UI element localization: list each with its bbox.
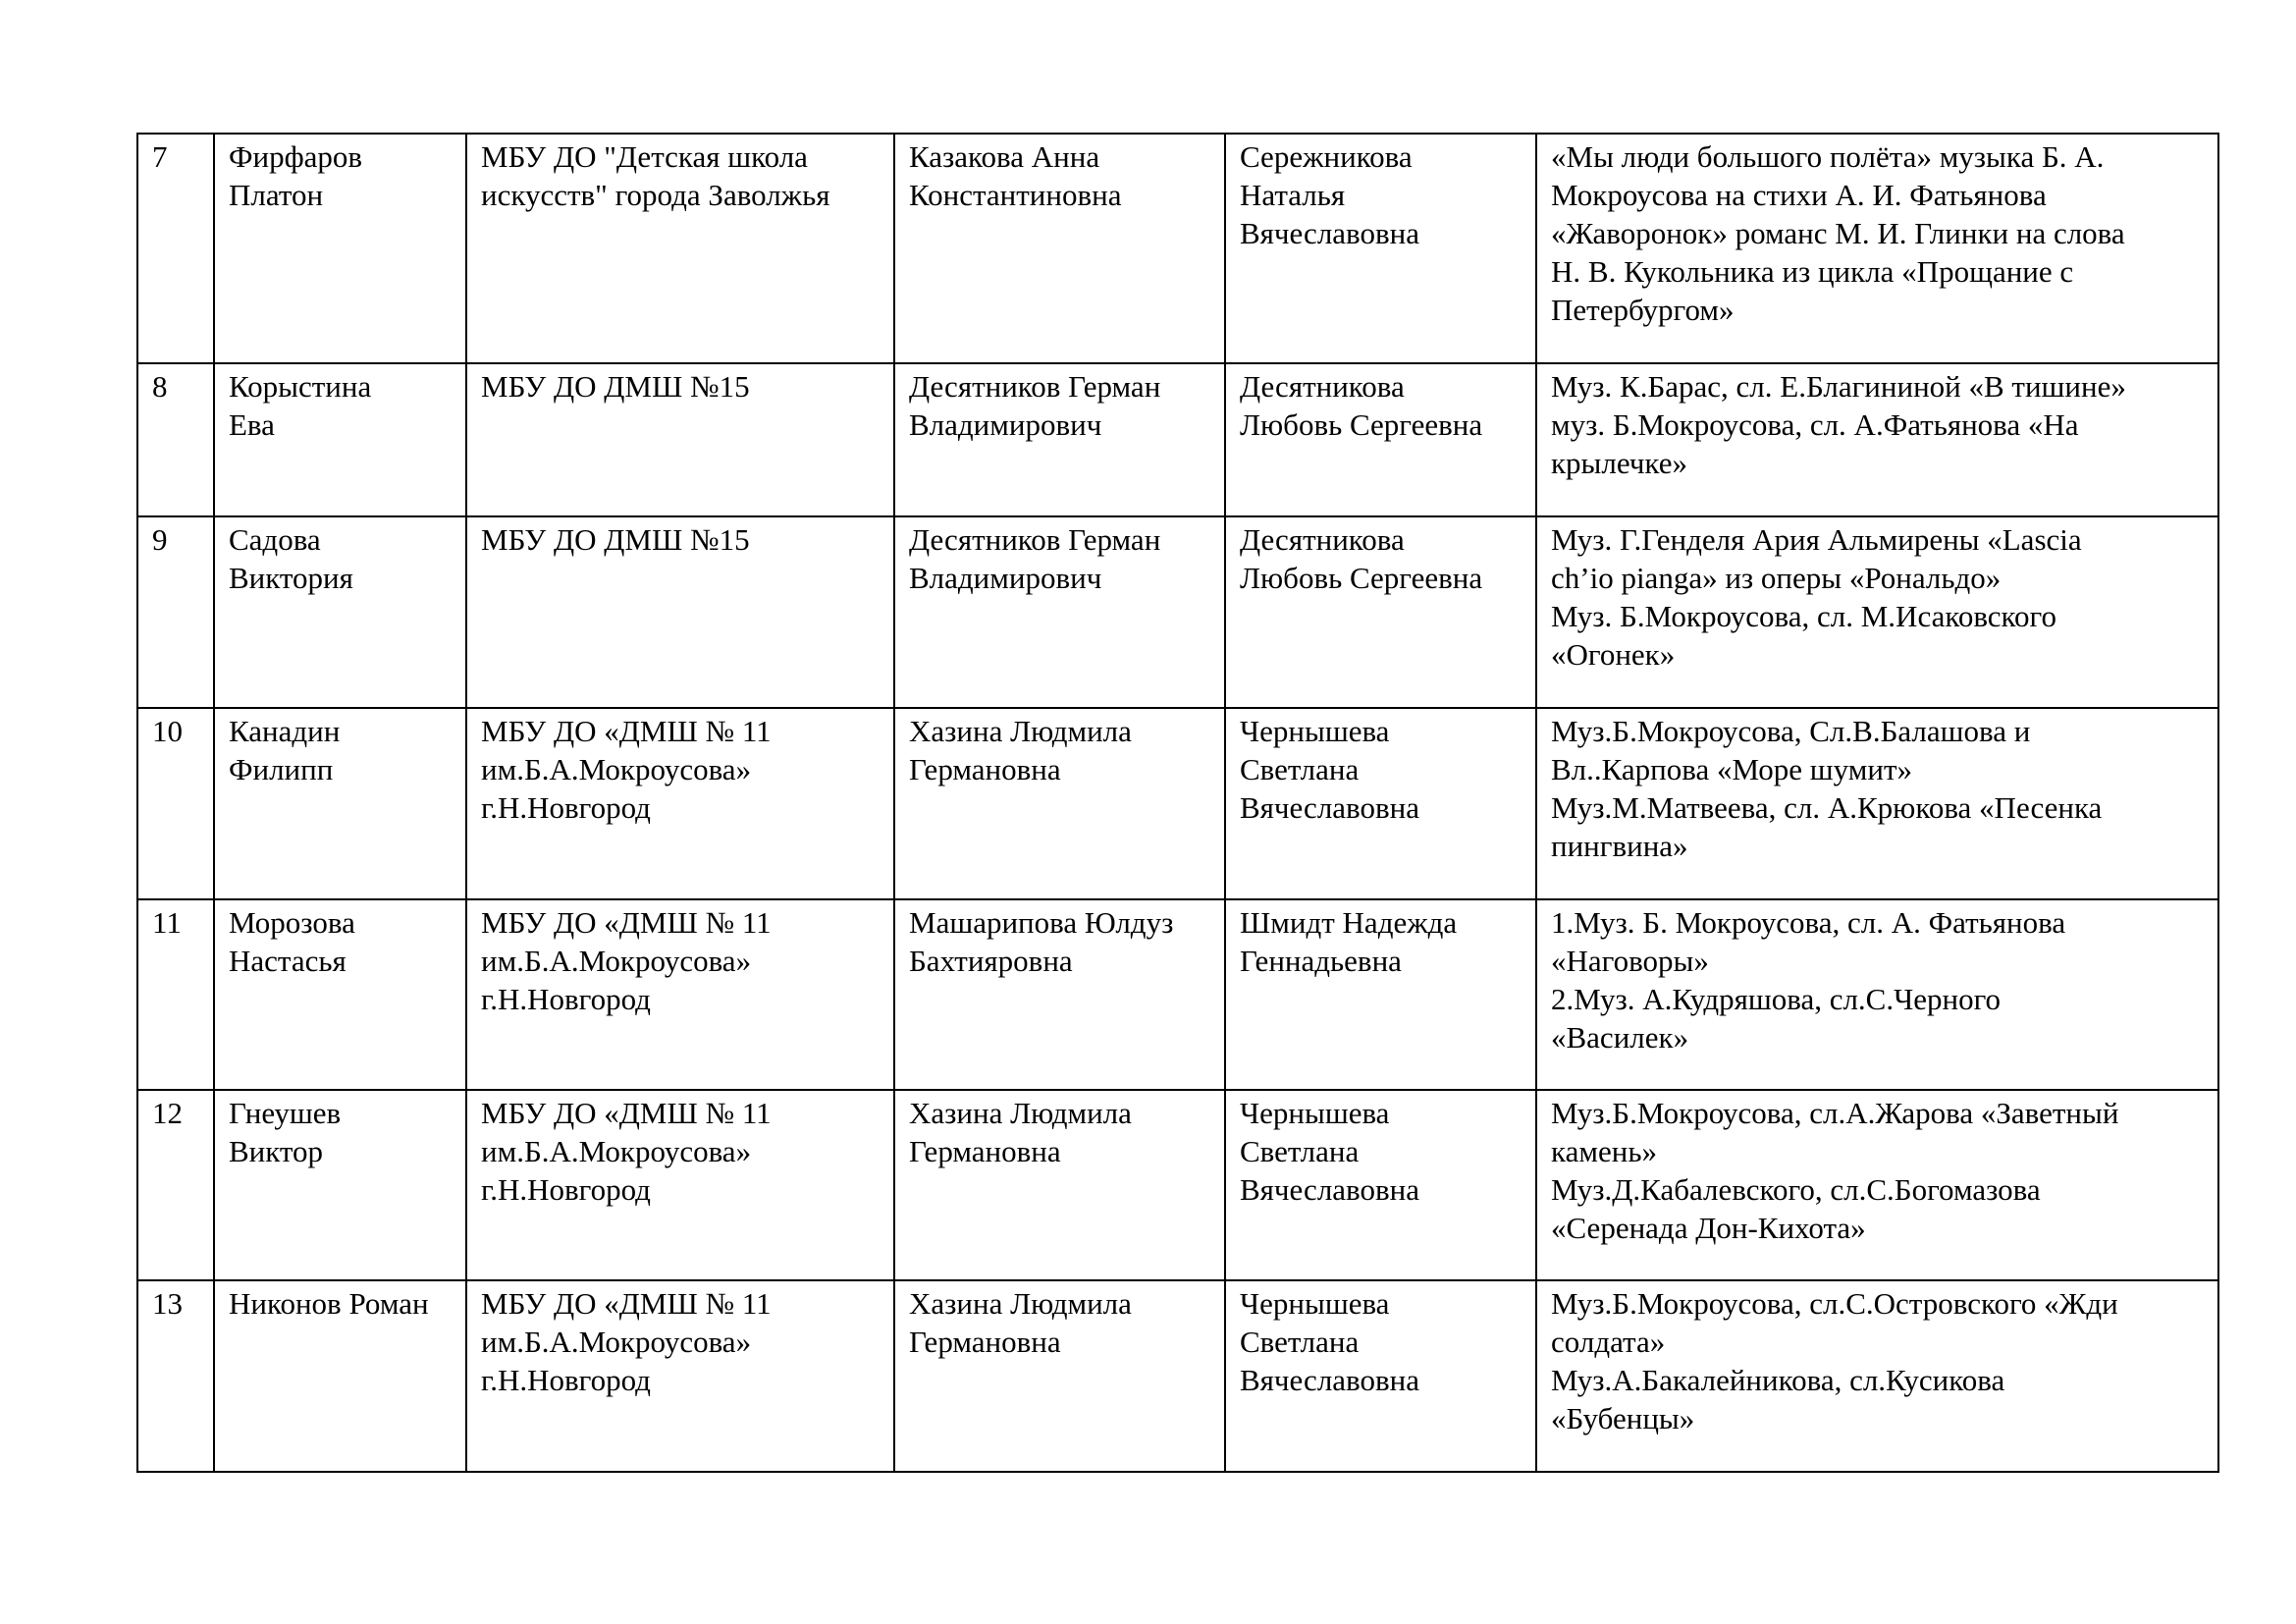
repertoire-cell: 1.Муз. Б. Мокроусова, сл. А. Фатьянова «Наговоры» 2.Муз. А.Кудряшова, сл.С.Черного «Василек»: [1536, 899, 2218, 1090]
teacher-cell: Десятников Герман Владимирович: [894, 516, 1225, 708]
participants-table: [136, 133, 2219, 1473]
row-number-cell: 11: [137, 899, 214, 1090]
school-cell: МБУ ДО «ДМШ № 11 им.Б.А.Мокроусова» г.Н.Новгород: [466, 1280, 894, 1472]
repertoire-cell: «Мы люди большого полёта» музыка Б. А. Мокроусова на стихи А. И. Фатьянова «Жаворонок» романс М. И. Глинки на слова Н. В. Кукольника из цикла «Прощание с Петербургом»: [1536, 134, 2218, 363]
row-number-cell: 8: [137, 363, 214, 516]
table-row: [137, 363, 2218, 516]
accompanist-cell: Десятникова Любовь Сергеевна: [1225, 363, 1536, 516]
repertoire-cell: Муз. Г.Генделя Ария Альмирены «Lascia ch’io pianga» из оперы «Рональдо» Муз. Б.Мокроусова, сл. М.Исаковского «Огонек»: [1536, 516, 2218, 708]
row-number-cell: 9: [137, 516, 214, 708]
school-cell: МБУ ДО ДМШ №15: [466, 516, 894, 708]
participant-name-cell: Фирфаров Платон: [214, 134, 466, 363]
table-row: [137, 516, 2218, 708]
teacher-cell: Казакова Анна Константиновна: [894, 134, 1225, 363]
accompanist-cell: Десятникова Любовь Сергеевна: [1225, 516, 1536, 708]
repertoire-cell: Муз. К.Барас, сл. Е.Благининой «В тишине» муз. Б.Мокроусова, сл. А.Фатьянова «На крылечке»: [1536, 363, 2218, 516]
accompanist-cell: Шмидт Надежда Геннадьевна: [1225, 899, 1536, 1090]
row-number-cell: 10: [137, 708, 214, 899]
table-row: [137, 708, 2218, 899]
teacher-cell: Хазина Людмила Германовна: [894, 1090, 1225, 1280]
teacher-cell: Машарипова Юлдуз Бахтияровна: [894, 899, 1225, 1090]
school-cell: МБУ ДО "Детская школа искусств" города Заволжья: [466, 134, 894, 363]
repertoire-cell: Муз.Б.Мокроусова, Сл.В.Балашова и Вл..Карпова «Море шумит» Муз.М.Матвеева, сл. А.Крюкова «Песенка пингвина»: [1536, 708, 2218, 899]
repertoire-cell: Муз.Б.Мокроусова, сл.С.Островского «Жди солдата» Муз.А.Бакалейникова, сл.Кусикова «Бубенцы»: [1536, 1280, 2218, 1472]
table-row: [137, 899, 2218, 1090]
teacher-cell: Десятников Герман Владимирович: [894, 363, 1225, 516]
participant-name-cell: Морозова Настасья: [214, 899, 466, 1090]
school-cell: МБУ ДО «ДМШ № 11 им.Б.А.Мокроусова» г.Н.Новгород: [466, 708, 894, 899]
participant-name-cell: Канадин Филипп: [214, 708, 466, 899]
table-row: [137, 1090, 2218, 1280]
teacher-cell: Хазина Людмила Германовна: [894, 708, 1225, 899]
accompanist-cell: Чернышева Светлана Вячеславовна: [1225, 708, 1536, 899]
participant-name-cell: Корыстина Ева: [214, 363, 466, 516]
row-number-cell: 7: [137, 134, 214, 363]
accompanist-cell: Чернышева Светлана Вячеславовна: [1225, 1280, 1536, 1472]
teacher-cell: Хазина Людмила Германовна: [894, 1280, 1225, 1472]
accompanist-cell: Сережникова Наталья Вячеславовна: [1225, 134, 1536, 363]
participant-name-cell: Гнеушев Виктор: [214, 1090, 466, 1280]
row-number-cell: 12: [137, 1090, 214, 1280]
school-cell: МБУ ДО «ДМШ № 11 им.Б.А.Мокроусова» г.Н.Новгород: [466, 899, 894, 1090]
row-number-cell: 13: [137, 1280, 214, 1472]
repertoire-cell: Муз.Б.Мокроусова, сл.А.Жарова «Заветный камень» Муз.Д.Кабалевского, сл.С.Богомазова «Серенада Дон-Кихота»: [1536, 1090, 2218, 1280]
table-row: [137, 1280, 2218, 1472]
participant-name-cell: Садова Виктория: [214, 516, 466, 708]
school-cell: МБУ ДО ДМШ №15: [466, 363, 894, 516]
table-row: [137, 134, 2218, 363]
accompanist-cell: Чернышева Светлана Вячеславовна: [1225, 1090, 1536, 1280]
participant-name-cell: Никонов Роман: [214, 1280, 466, 1472]
school-cell: МБУ ДО «ДМШ № 11 им.Б.А.Мокроусова» г.Н.Новгород: [466, 1090, 894, 1280]
